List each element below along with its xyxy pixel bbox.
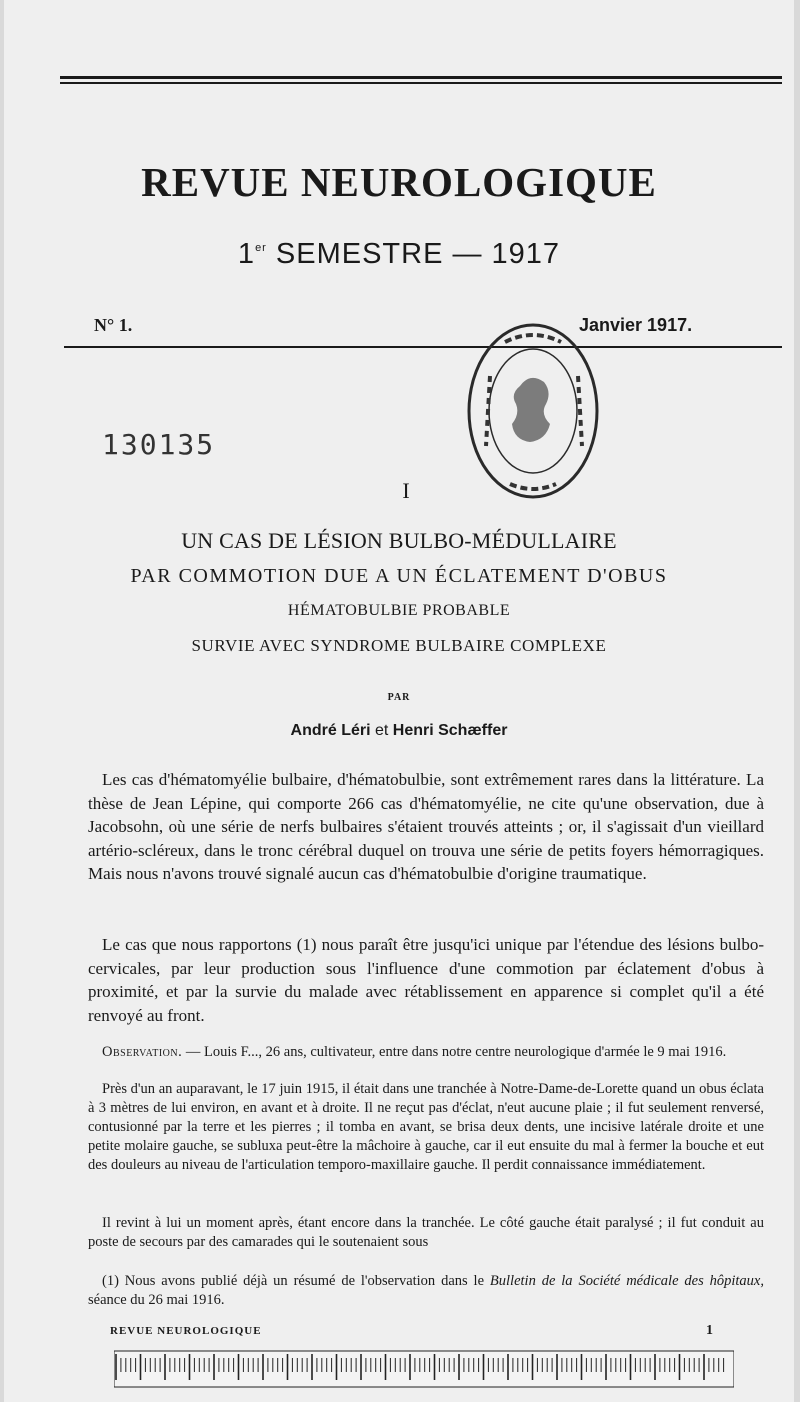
observation-text: — Louis F..., 26 ans, cultivateur, entre dans notre centre neurologique d'armée le 9 mai 1916. bbox=[182, 1044, 727, 1060]
article-title-line-1: UN CAS DE LÉSION BULBO-MÉDULLAIRE bbox=[181, 528, 617, 553]
scale-ruler bbox=[114, 1350, 734, 1390]
paragraph-5: Il revint à lui un moment après, étant encore dans la tranchée. Le côté gauche était paralysé ; il fut conduit au poste de secours par des camarades qui le soutenaient sous bbox=[88, 1215, 764, 1250]
author-1: André Léri bbox=[290, 722, 371, 739]
top-double-rule-lower bbox=[60, 82, 782, 84]
semester-prefix: 1 bbox=[237, 238, 256, 270]
article-title-line-4: SURVIE AVEC SYNDROME BULBAIRE COMPLEXE bbox=[191, 636, 607, 655]
issue-number: N° 1. bbox=[94, 315, 133, 335]
footnote-italic: Bulletin de la Société médicale des hôpitaux, bbox=[489, 1273, 764, 1289]
authors-line bbox=[4, 722, 794, 740]
paragraph-4: Près d'un an auparavant, le 17 juin 1915, il était dans une tranchée à Notre-Dame-de-Lorette quand un obus éclata à 3 mètres de lui environ, en avant et à droite. Il ne reçut pas d'éclat, n'eut aucune plaie ; il fut seulement renversé, contusionné par la terre et les pierres ; il tomba en avant, se brisa deux dents, une incisive latérale droite et une petite molaire gauche, se subluxa peut-être la mâchoire à gauche, car il eut ensuite du mal à fermer la bouche et eut des douleurs au niveau de l'articulation temporo-maxillaire gauche. Il perdit connaissance immédiatement. bbox=[88, 1081, 764, 1173]
observation-paragraph bbox=[88, 1043, 764, 1062]
header-rule bbox=[64, 346, 782, 348]
paragraph-2: Le cas que nous rapportons (1) nous paraît être jusqu'ici unique par l'étendue des lésions bulbo-cervicales, par leur production sous l'influence d'une commotion par éclatement d'obus à proximité, et par la survie du malade avec rétablissement en apparence si complet qu'il a été renvoyé au front. bbox=[88, 935, 764, 1025]
page-number: 1 bbox=[706, 1323, 713, 1338]
article-number: I bbox=[402, 478, 410, 503]
document-page bbox=[4, 0, 794, 1402]
ruler-frame bbox=[114, 1351, 734, 1387]
footnote bbox=[88, 1272, 764, 1310]
semester-sup: er bbox=[255, 242, 267, 254]
semester-rest: SEMESTRE — 1917 bbox=[266, 238, 561, 270]
accession-number: 130135 bbox=[102, 428, 216, 461]
observation-lead: Observation. bbox=[102, 1044, 183, 1060]
semester-line bbox=[4, 238, 794, 271]
article-title-line-2: PAR COMMOTION DUE A UN ÉCLATEMENT D'OBUS bbox=[130, 565, 668, 587]
author-separator: et bbox=[370, 722, 393, 739]
running-head: REVUE NEUROLOGIQUE bbox=[110, 1325, 262, 1337]
issue-date: Janvier 1917. bbox=[579, 315, 693, 335]
footnote-text-after: séance du 26 mai 1916. bbox=[88, 1292, 225, 1308]
article-title-line-3: HÉMATOBULBIE PROBABLE bbox=[287, 602, 511, 619]
journal-title: REVUE NEUROLOGIQUE bbox=[141, 159, 657, 205]
footnote-text-before: (1) Nous avons publié déjà un résumé de l'observation dans le bbox=[102, 1273, 490, 1289]
paragraph-1: Les cas d'hématomyélie bulbaire, d'hématobulbie, sont extrêmement rares dans la littérature. La thèse de Jean Lépine, qui comporte 266 cas d'hématomyélie, ne cite qu'une observation, due à Jacobsohn, où une série de nerfs bulbaires s'étaient trouvés atteints ; or, il s'agissait d'un vieillard artério-scléreux, dans le tronc cérébral duquel on trouva une série de petits foyers hémorragiques. Mais nous n'avons trouvé signalé aucun cas d'hématobulbie d'origine traumatique. bbox=[88, 770, 764, 884]
author-2: Henri Schæffer bbox=[392, 722, 508, 739]
par-label: PAR bbox=[387, 692, 411, 703]
top-double-rule-upper bbox=[60, 76, 782, 79]
